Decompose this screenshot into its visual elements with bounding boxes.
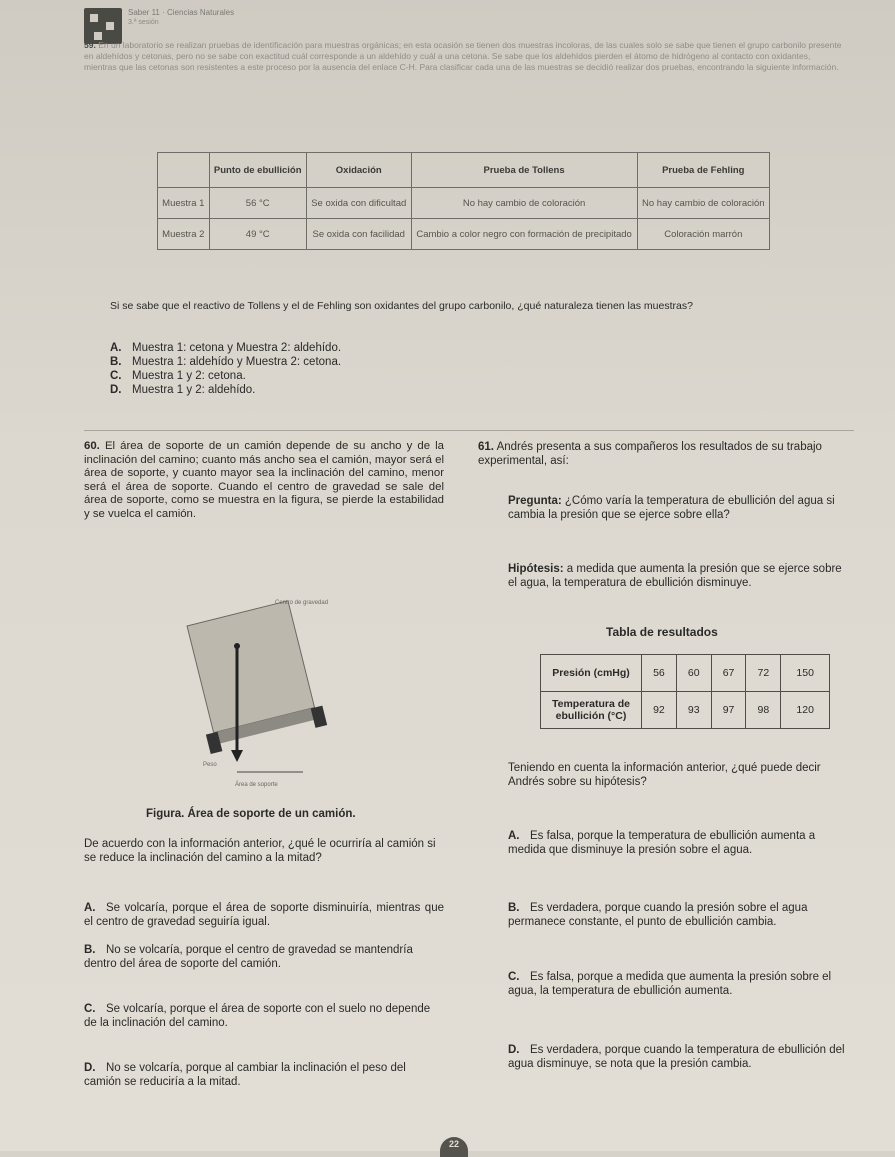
- table-header-cell: Punto de ebullición: [209, 153, 306, 188]
- option-letter: B.: [110, 356, 122, 368]
- option-text: Es falsa, porque a medida que aumenta la presión sobre el agua, la temperatura de ebullición aumenta.: [508, 971, 832, 997]
- q60-option-c[interactable]: [84, 1003, 444, 1030]
- option-text: Muestra 1: cetona y Muestra 2: aldehído.: [132, 342, 342, 354]
- table-cell: 120: [781, 692, 830, 729]
- table-cell: 49 °C: [209, 219, 306, 250]
- section-divider: [84, 430, 854, 431]
- option-text: Muestra 1 y 2: cetona.: [132, 370, 246, 382]
- q61-pregunta-block: [508, 495, 850, 522]
- table-cell: 56: [642, 655, 677, 692]
- q59-question: Si se sabe que el reactivo de Tollens y el de Fehling son oxidantes del grupo carbonilo, ¿qué naturaleza tienen las muestras?: [110, 300, 693, 312]
- gravity-center-label: Centro de gravedad: [275, 600, 329, 606]
- table-header-cell: Oxidación: [306, 153, 411, 188]
- pregunta-text: ¿Cómo varía la temperatura de ebullición del agua si cambia la presión que se ejerce sobre ella?: [508, 495, 835, 521]
- option-text: Se volcaría, porque el área de soporte disminuiría, mientras que el centro de gravedad seguiría igual.: [84, 902, 444, 928]
- q59-table: [157, 152, 770, 250]
- q61-intro: Andrés presenta a sus compañeros los resultados de su trabajo experimental, así:: [478, 441, 822, 467]
- table-row: [541, 692, 830, 729]
- weight-label: Peso: [203, 762, 217, 768]
- table-row: [541, 655, 830, 692]
- option-text: Es verdadera, porque cuando la presión sobre el agua permanece constante, el punto de ebullición cambia.: [508, 902, 808, 928]
- table-cell: 72: [746, 655, 781, 692]
- header-title: Saber 11 · Ciencias Naturales: [128, 8, 235, 17]
- q61-hipotesis-block: [508, 563, 850, 590]
- q61-option-d[interactable]: [508, 1044, 853, 1071]
- table-header-cell: Prueba de Fehling: [637, 153, 769, 188]
- q59-option-b[interactable]: [110, 356, 810, 370]
- table-cell: 56 °C: [209, 188, 306, 219]
- q61-question: Teniendo en cuenta la información anterior, ¿qué puede decir Andrés sobre su hipótesis?: [508, 762, 821, 788]
- table-cell: 60: [676, 655, 711, 692]
- option-letter: D.: [84, 1062, 96, 1074]
- option-letter: A.: [84, 902, 96, 914]
- option-letter: C.: [110, 370, 122, 382]
- row-header-temperature: Temperatura de ebullición (°C): [541, 692, 642, 729]
- support-area-label: Área de soporte: [235, 782, 278, 788]
- header-subtitle: 3.ª sesión: [128, 19, 159, 26]
- q60-statement: [84, 440, 444, 522]
- table-cell: Se oxida con facilidad: [306, 219, 411, 250]
- q59-statement: [84, 40, 844, 73]
- q59-text: En un laboratorio se realizan pruebas de identificación para muestras orgánicas; en esta ocasión se tienen dos muestras incoloras, de las cuales solo se sabe que tienen el grupo carbonilo presente en aldehídos y cetonas, pero no se sabe con exactitud cuál corresponde a un aldehído y cuál a una cetona. Se sabe que los aldehídos pierden el átomo de hidrógeno al contacto con oxidantes, mientras que las cetonas son resistentes a este proceso por la ausencia del enlace C-H. Para clasificar cada una de las muestras se decidió realizar dos pruebas, encontrando la siguiente información.: [84, 40, 842, 72]
- table-cell: Cambio a color negro con formación de precipitado: [411, 219, 637, 250]
- option-text: Muestra 1 y 2: aldehído.: [132, 384, 256, 396]
- table-cell: Muestra 1: [158, 188, 210, 219]
- q61-option-a[interactable]: [508, 830, 853, 857]
- option-text: Se volcaría, porque el área de soporte con el suelo no depende de la inclinación del camino.: [84, 1003, 431, 1029]
- pregunta-label: Pregunta:: [508, 495, 562, 507]
- truck-wheel-right: [311, 706, 327, 728]
- option-letter: A.: [508, 830, 520, 842]
- option-text: No se volcaría, porque al cambiar la inclinación el peso del camión se reduciría a la mitad.: [84, 1062, 406, 1088]
- table-cell: No hay cambio de coloración: [637, 188, 769, 219]
- table-cell: Se oxida con dificultad: [306, 188, 411, 219]
- q59-table-header: [158, 153, 770, 188]
- row-header-pressure: Presión (cmHg): [541, 655, 642, 692]
- option-letter: B.: [84, 944, 96, 956]
- option-letter: A.: [110, 342, 122, 354]
- option-letter: B.: [508, 902, 520, 914]
- table-cell: 97: [711, 692, 746, 729]
- q60-number: 60.: [84, 440, 100, 452]
- table-cell: Coloración marrón: [637, 219, 769, 250]
- option-letter: C.: [84, 1003, 96, 1015]
- table-cell: 150: [781, 655, 830, 692]
- table-row: [158, 188, 770, 219]
- hipotesis-text: a medida que aumenta la presión que se ejerce sobre el agua, la temperatura de ebullición disminuye.: [508, 563, 842, 589]
- results-table-title: Tabla de resultados: [606, 625, 718, 639]
- hipotesis-label: Hipótesis:: [508, 563, 564, 575]
- truck-figure: [185, 588, 335, 793]
- table-cell: No hay cambio de coloración: [411, 188, 637, 219]
- table-cell: Muestra 2: [158, 219, 210, 250]
- q60-question: De acuerdo con la información anterior, ¿qué le ocurriría al camión si se reduce la inclinación del camino a la mitad?: [84, 838, 436, 864]
- q61-number: 61.: [478, 441, 494, 453]
- q60-option-b[interactable]: [84, 944, 444, 971]
- logo-icon: [84, 8, 122, 44]
- table-cell: 67: [711, 655, 746, 692]
- q59-option-d[interactable]: [110, 384, 810, 398]
- q60-text: El área de soporte de un camión depende de su ancho y de la inclinación del camino; cuanto más ancho sea el camión, mayor será el área de soporte, y cuanto mayor sea la inclinación del camino, menor será el área de soporte. Cuando el centro de gravedad se sale del área de soporte, como se muestra en la figura, se pierde la estabilidad y se vuelca el camión.: [84, 440, 444, 520]
- table-cell: 98: [746, 692, 781, 729]
- q60-option-d[interactable]: [84, 1062, 444, 1089]
- option-letter: C.: [508, 971, 520, 983]
- table-cell: 92: [642, 692, 677, 729]
- q59-option-a[interactable]: [110, 342, 810, 356]
- weight-arrow-icon: [231, 750, 243, 762]
- option-text: Es falsa, porque la temperatura de ebullición aumenta a medida que disminuye la presión sobre el agua.: [508, 830, 816, 856]
- option-text: No se volcaría, porque el centro de gravedad se mantendría dentro del área de soporte del camión.: [84, 944, 413, 970]
- option-letter: D.: [110, 384, 122, 396]
- table-header-cell: Prueba de Tollens: [411, 153, 637, 188]
- page-number: 22: [440, 1137, 468, 1157]
- table-cell: 93: [676, 692, 711, 729]
- table-header-cell: [158, 153, 210, 188]
- option-letter: D.: [508, 1044, 520, 1056]
- q60-option-a[interactable]: [84, 902, 444, 929]
- option-text: Muestra 1: aldehído y Muestra 2: cetona.: [132, 356, 342, 368]
- results-table: [540, 654, 830, 729]
- q59-option-c[interactable]: [110, 370, 810, 384]
- table-row: [158, 219, 770, 250]
- q61-option-c[interactable]: [508, 971, 853, 998]
- q61-option-b[interactable]: [508, 902, 853, 929]
- q59-number: 59.: [84, 40, 96, 50]
- figure-caption: Figura. Área de soporte de un camión.: [146, 808, 356, 820]
- q61-intro-block: [478, 441, 850, 468]
- option-text: Es verdadera, porque cuando la temperatura de ebullición del agua disminuye, se nota que la presión cambia.: [508, 1044, 845, 1070]
